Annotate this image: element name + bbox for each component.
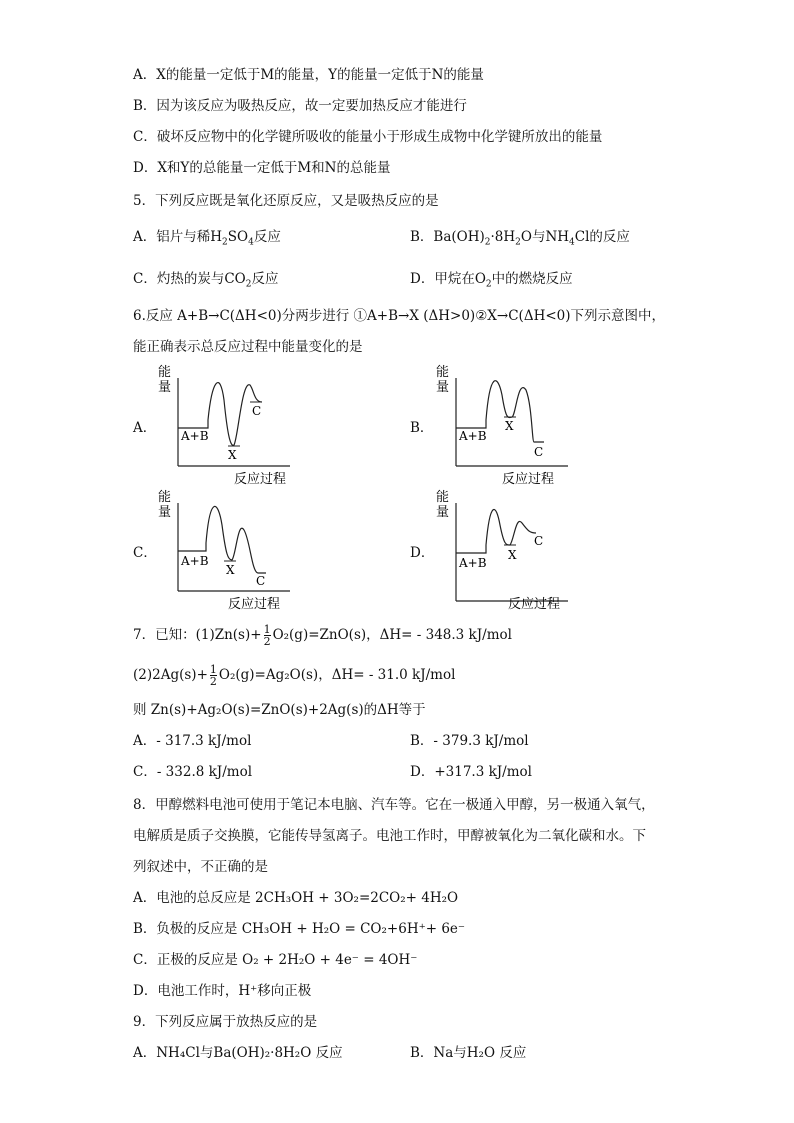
y-label-top: 能	[158, 365, 172, 380]
q9-option-a: A．NH₄Cl与Ba(OH)₂·8H₂O 反应	[133, 1045, 343, 1061]
q6-label-c: C．	[133, 545, 157, 561]
reactant-label: A+B	[459, 556, 487, 570]
x-label: 反应过程	[234, 472, 287, 487]
product-label: C	[256, 574, 266, 588]
y-label-top: 能	[158, 490, 172, 505]
q8-option-a: A．电池的总反应是 2CH₃OH + 3O₂=2CO₂+ 4H₂O	[133, 890, 459, 906]
q8-stem-line2: 电解质是质子交换膜，它能传导氢离子。电池工作时，甲醇被氧化为二氧化碳和水。下	[133, 828, 646, 844]
intermediate-label: X	[226, 563, 235, 577]
q4-option-b: B．因为该反应为吸热反应，故一定要加热反应才能进行	[133, 98, 467, 114]
product-label: C	[534, 534, 544, 548]
q5-option-a: A．铝片与稀$H_2SO_4$反应	[133, 229, 281, 248]
q7-option-d: D．+317.3 kJ/mol	[410, 764, 532, 780]
energy-curve	[456, 509, 536, 553]
reactant-label: A+B	[459, 429, 487, 443]
energy-diagram-b	[428, 360, 598, 490]
energy-diagram-c	[150, 485, 320, 615]
q9-stem: 9．下列反应属于放热反应的是	[133, 1014, 318, 1030]
q6-label-d: D．	[410, 545, 435, 561]
intermediate-label: X	[228, 448, 237, 462]
q6-label-b: B．	[410, 420, 434, 436]
q9-option-b: B．Na与H₂O 反应	[410, 1045, 527, 1061]
energy-diagram-d	[428, 485, 598, 615]
q7-option-b: B．- 379.3 kJ/mol	[410, 733, 529, 749]
reactant-label: A+B	[181, 554, 209, 568]
q6-stem-line2: 能正确表示总反应过程中能量变化的是	[133, 339, 363, 355]
x-label: 反应过程	[508, 597, 561, 612]
y-label-bottom: 量	[436, 380, 450, 395]
reactant-label: A+B	[181, 429, 209, 443]
q7-stem-line2: (2)2Ag(s)+ $\frac{1}{2}$ O₂(g)=Ag₂O(s)，ΔH= - 31.0 kJ/mol	[133, 663, 456, 688]
q4-option-c: C．破坏反应物中的化学键所吸收的能量小于形成生成物中化学键所放出的能量	[133, 129, 603, 145]
q7-stem-line1: 7．已知：(1)Zn(s)+ $\frac{1}{2}$ O₂(g)=ZnO(s)，ΔH= - 348.3 kJ/mol	[133, 623, 512, 648]
x-label: 反应过程	[502, 472, 555, 487]
q7-stem-line3: 则 Zn(s)+Ag₂O(s)=ZnO(s)+2Ag(s)的ΔH等于	[133, 702, 426, 718]
q8-option-c: C．正极的反应是 O₂ + 2H₂O + 4e⁻ = 4OH⁻	[133, 952, 418, 968]
q6-stem-line1: 6.反应 A+B→C(ΔH<0)分两步进行 ①A+B→X (ΔH>0)②X→C(ΔH<0)下列示意图中，	[133, 308, 666, 324]
intermediate-label: X	[505, 419, 514, 433]
y-label-top: 能	[436, 490, 450, 505]
energy-diagram-a	[150, 360, 320, 490]
q5-option-c: C．灼热的炭与$CO_2$反应	[133, 271, 279, 290]
q4-option-a: A．X的能量一定低于M的能量，Y的能量一定低于N的能量	[133, 67, 484, 83]
product-label: C	[252, 404, 262, 418]
y-label-top: 能	[436, 365, 450, 380]
q5-stem: 5．下列反应既是氧化还原反应，又是吸热反应的是	[133, 193, 439, 209]
q8-stem-line3: 列叙述中，不正确的是	[133, 859, 268, 875]
q7-option-a: A．- 317.3 kJ/mol	[133, 733, 252, 749]
product-label: C	[534, 445, 544, 459]
y-label-bottom: 量	[158, 380, 172, 395]
intermediate-label: X	[508, 548, 517, 562]
q8-option-d: D．电池工作时，H⁺移向正极	[133, 983, 312, 999]
y-label-bottom: 量	[436, 505, 450, 520]
x-label: 反应过程	[228, 597, 281, 612]
q4-option-d: D．X和Y的总能量一定低于M和N的总能量	[133, 160, 391, 176]
q8-stem-line1: 8．甲醇燃料电池可使用于笔记本电脑、汽车等。它在一极通入甲醇，另一极通入氧气，	[133, 797, 655, 813]
q8-option-b: B．负极的反应是 CH₃OH + H₂O = CO₂+6H⁺+ 6e⁻	[133, 921, 466, 937]
q6-label-a: A．	[133, 420, 157, 436]
q5-option-b: B．$Ba(OH)_2\cdot 8H_2O$与$NH_4Cl$的反应	[410, 229, 630, 248]
q5-option-d: D．甲烷在$O_2$中的燃烧反应	[410, 271, 573, 290]
y-label-bottom: 量	[158, 505, 172, 520]
q7-option-c: C．- 332.8 kJ/mol	[133, 764, 253, 780]
